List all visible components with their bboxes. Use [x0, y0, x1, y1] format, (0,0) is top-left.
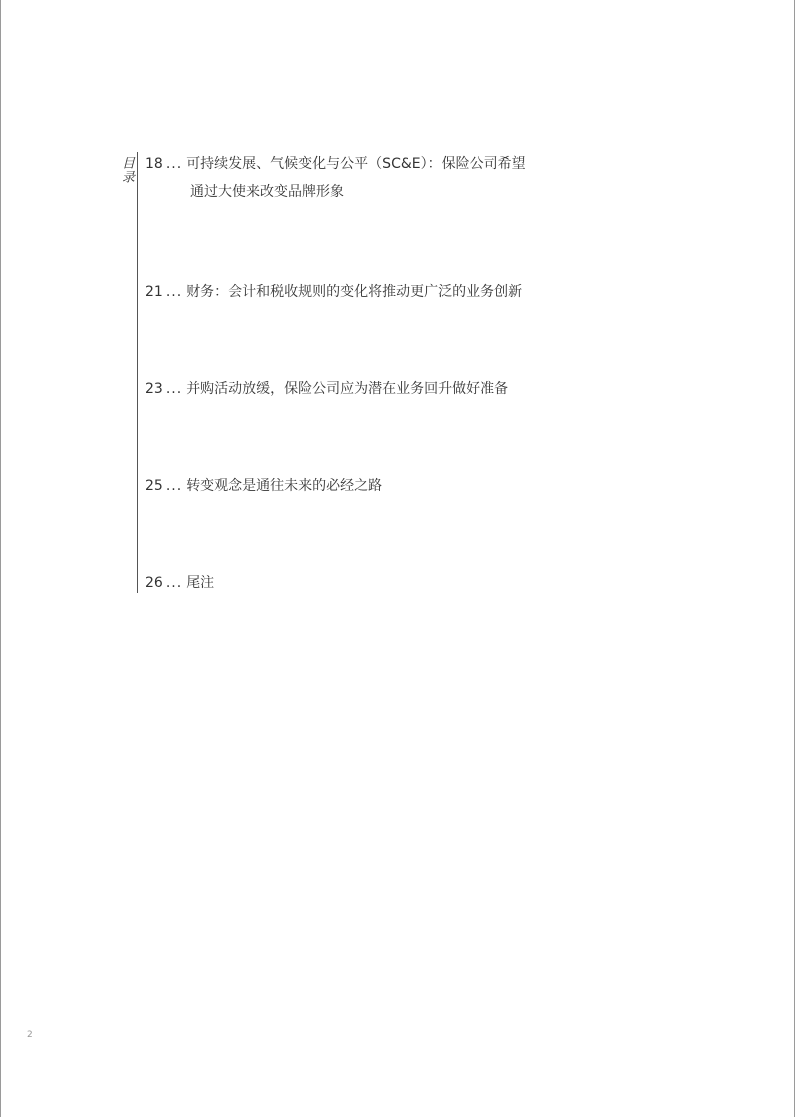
toc-entry-page: 21 — [145, 284, 163, 300]
toc-entry-dots: ... — [165, 478, 183, 494]
toc-entry-page: 26 — [145, 575, 163, 591]
toc-entry-dots: ... — [165, 381, 183, 397]
page-number: 2 — [27, 1030, 33, 1040]
toc-entry-title-continued: 通过大使来改变品牌形象 — [190, 184, 344, 200]
toc-entry-dots: ... — [165, 575, 183, 591]
toc-entry-dots: ... — [165, 284, 183, 300]
toc-entry-title: 尾注 — [186, 575, 215, 591]
toc-entry-21[interactable] — [145, 278, 565, 306]
toc-entry-25[interactable] — [145, 472, 565, 500]
toc-vertical-rule — [137, 152, 138, 593]
toc-entry-page: 18 — [145, 156, 163, 172]
toc-entry-page: 23 — [145, 381, 163, 397]
toc-label: 目录 — [119, 156, 134, 184]
toc-entry-23[interactable] — [145, 375, 565, 403]
toc-entry-title: 可持续发展、气候变化与公平（SC&E）：保险公司希望 — [186, 156, 526, 172]
toc-entry-18[interactable] — [145, 150, 565, 206]
toc-entry-page: 25 — [145, 478, 163, 494]
toc-entry-title: 财务：会计和税收规则的变化将推动更广泛的业务创新 — [186, 284, 523, 300]
toc-entry-title: 转变观念是通往未来的必经之路 — [186, 478, 383, 494]
toc-entry-26[interactable] — [145, 569, 565, 597]
toc-entry-title: 并购活动放缓，保险公司应为潜在业务回升做好准备 — [186, 381, 509, 397]
toc-entry-dots: ... — [165, 156, 183, 172]
